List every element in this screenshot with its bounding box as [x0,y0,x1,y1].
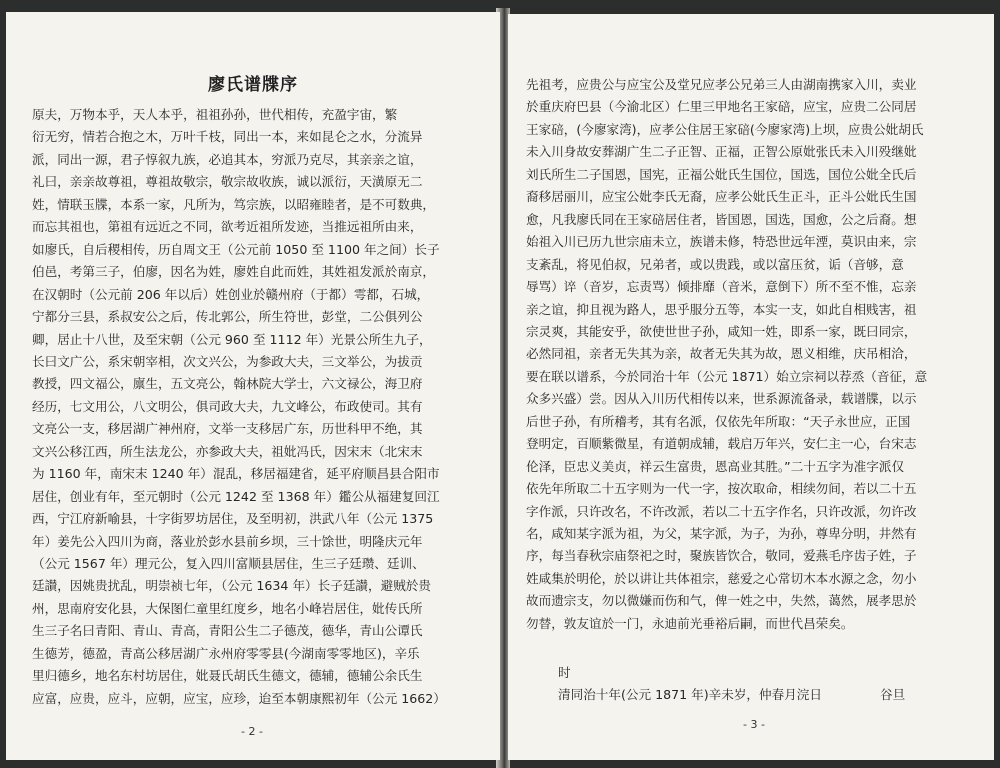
page-title: 廖氏谱牒序 [208,75,298,95]
text-line: 序，每当春秋宗庙祭祀之时，聚族皆饮合，敬同，爱燕毛序齿子姓，子 [526,548,917,564]
date-line: 清同治十年(公元 1871 年)辛未岁，仲春月浣日 [558,687,822,702]
text-line: 愈，凡我廖氏同在王家碚居住者，皆国恩，国选，国愈，公之后裔。想 [526,211,917,227]
text-line: 教授，四文福公，廪生，五文亮公，翰林院大学士，六文禄公，海卫府 [32,376,423,392]
text-line: 衍无穷，情若合抱之木，万叶千枝，同出一本，来如昆仑之水，分流异 [32,129,423,145]
text-line: 年）姜先公入四川为商，落业於彭水县前乡坝，三十馀世，明隆庆元年 [32,533,423,549]
text-line: 卿，居止十八世，及至宋朝（公元 960 至 1112 年）光景公所生九子， [32,331,432,347]
text-line: 登明定，百顺紫微星，有道朝成辅，载启万年兴，安仁主一心，台宋志 [526,436,917,452]
text-line: 亲之谊，抑且视为路人，思乎服分五等，本实一支，如此自相贱害，祖 [526,301,917,317]
text-line: 未入川身故安葬湖广生二子正智、正福，正智公原妣张氏未入川殁继妣 [526,144,917,160]
text-line: 经历，七文用公，八文明公，俱司政大夫，九文峰公，布政使司。其有 [32,398,423,414]
text-line: 依先年所取二十五字则为一代一字，按次取命，相续勿间，若以二十五 [526,481,917,497]
text-line: 生德芳，德盈，青高公移居湖广永州府零零县(今湖南零零地区)，辛乐 [32,645,420,661]
text-line: 姓咸集於明伦，於以讲让共体祖宗，慈爱之心常切木本水源之念，勿小 [526,570,917,586]
text-line: 裔移居丽川，应宝公妣李氏无裔，应孝公妣氏生正斗，正斗公妣氏生国 [526,189,917,205]
text-line: 王家碚，(今廖家湾)，应孝公住居王家碚(今廖家湾)上坝，应贵公妣胡氏 [526,121,924,137]
text-line: 礼曰，亲亲故尊祖，尊祖故敬宗，敬宗故收族，诚以派衍，天潢原无二 [32,174,423,190]
text-line: 如廖氏，自后稷相传，历自周文王（公元前 1050 至 1100 年之间）长子 [32,241,440,257]
text-line: 辱骂）谇（音岁，忘责骂）倾排靡（音米，意倒下）所不至不惟，忘亲 [526,279,917,295]
text-line: 应富，应贵，应斗，应朝，应宝，应珍，迨至本朝康熙初年（公元 1662） [32,690,446,706]
text-line: 宁都分三县，系叔安公之后，传北郭公，所生符世，彭堂，二公俱列公 [32,309,423,325]
text-line: 长曰文广公，系宋朝宰相，次文兴公，为参政大夫，三文举公，为拔贡 [32,353,423,369]
text-line: 勿替，敦友谊於一门，永迪前光垂裕后嗣，而世代昌荣矣。 [526,615,854,631]
text-line: 生三子名曰青阳、青山、青高，青阳公生二子德茂，德华，青山公谭氏 [32,623,423,639]
text-line: 而忘其祖也，第祖有远近之不同，欲考近祖所发迹，当推远祖所由来， [32,219,423,235]
text-line: 州，思南府安化县，大保图仁童里红度乡，地名小峰岩居住，妣传氏所 [32,600,423,616]
text-line: 在汉朝时（公元前 206 年以后）姓创业於赣州府（于都）雩都，石城， [32,286,430,302]
text-line: 故而遗宗支，勿以微嫌而伤和气，俾一姓之中，失然，蔼然，展孝思於 [526,593,917,609]
text-line: 於重庆府巴县（今渝北区）仁里三甲地名王家碚，应宝，应贵二公同居 [526,99,917,115]
right-page [508,14,994,760]
text-line: 廷讃，因姚贵扰乱，明崇祯七年，（公元 1634 年）长子廷讃，避贼於贵 [32,578,431,594]
text-line: 字作派，只许改名，不许改派，若以二十五字作名，只许改派，勿许改 [526,503,917,519]
text-line: 伯邑，考第三子，伯廖，因名为姓，廖姓自此而姓，其姓祖发派於南京， [32,264,435,280]
text-line: 原夫，万物本乎，天人本乎，祖祖孙孙，世代相传，充盈宇宙，繁 [32,107,398,122]
date-label: 时 [558,665,571,680]
page-number: - 3 - [743,718,765,731]
text-line: 必然同祖，亲者无失其为亲，故者无失其为故，恩义相维，庆吊相洽， [526,346,917,362]
text-line: 文兴公移江西，所生法龙公，亦参政大夫，祖妣冯氏，因宋末（北宋末 [32,443,423,459]
text-line: 众多兴盛）尝。因从入川历代相传以来，世系源流备录，载谱牒，以示 [526,391,917,407]
text-line: 文亮公一支，移居湖广神州府，文举一支移居广东，历世科甲不绝，其 [32,421,423,437]
text-line: 派，同出一源，君子惇叙九族，必追其本，穷派乃克尽，其亲亲之谊， [32,151,423,167]
text-line: 宗灵爽，其能安乎，欲使世世子孙，咸知一姓，即系一家，既曰同宗， [526,323,917,339]
page-number: - 2 - [241,725,263,738]
text-line: 为 1160 年，南宋末 1240 年）混乱，移居福建省，延平府顺昌县合阳市 [32,466,440,482]
text-line: 名，咸知某字派为祖，为父，某字派，为子，为孙，尊卑分明，井然有 [526,526,917,541]
text-line: 伦泽，臣忠义美贞，祥云生富贵，恩高业其胜。”二十五字为准字派仅 [526,458,905,474]
text-line: 支紊乱，将见伯叔，兄弟者，或以贵践，或以富压贫，诟（音够，意 [526,256,904,272]
text-line: （公元 1567 年）理元公，复入四川富顺县居住，生三子廷瓒、廷训、 [32,556,425,571]
text-line: 要在联以谱系，今於同治十年（公元 1871）始立宗祠以荐烝（音征，意 [526,368,928,384]
text-line: 姓，情联玉牒，本系一家，凡所为，笃宗族，以昭雍睦者，是不可数典， [32,196,435,212]
text-line: 里归德乡，地名东村坊居住，妣聂氏胡氏生德文，德辅，德辅公余氏生 [32,668,423,684]
text-line: 刘氏所生二子国恩，国宪，正福公妣氏生国位，国选，国位公妣全氏后 [526,166,917,182]
text-line: 居住，创业有年，至元朝时（公元 1242 至 1368 年）鑑公从福建复回江 [32,488,440,504]
text-line: 西，宁江府新喻县，十字街罗坊居住，及至明初，洪武八年（公元 1375 [32,511,434,527]
left-page [6,12,500,760]
author-signature: 谷旦 [880,687,906,702]
text-line: 后世子孙，有所稽考，其有名派，仅依先年所取：“天子永世应，正国 [526,413,911,429]
text-line: 始祖入川已历九世宗庙未立，族谱未修，特恐世远年湮，莫识由来，宗 [526,234,917,250]
text-line: 先祖考，应贵公与应宝公及堂兄应孝公兄弟三人由湖南携家入川，卖业 [526,77,917,92]
